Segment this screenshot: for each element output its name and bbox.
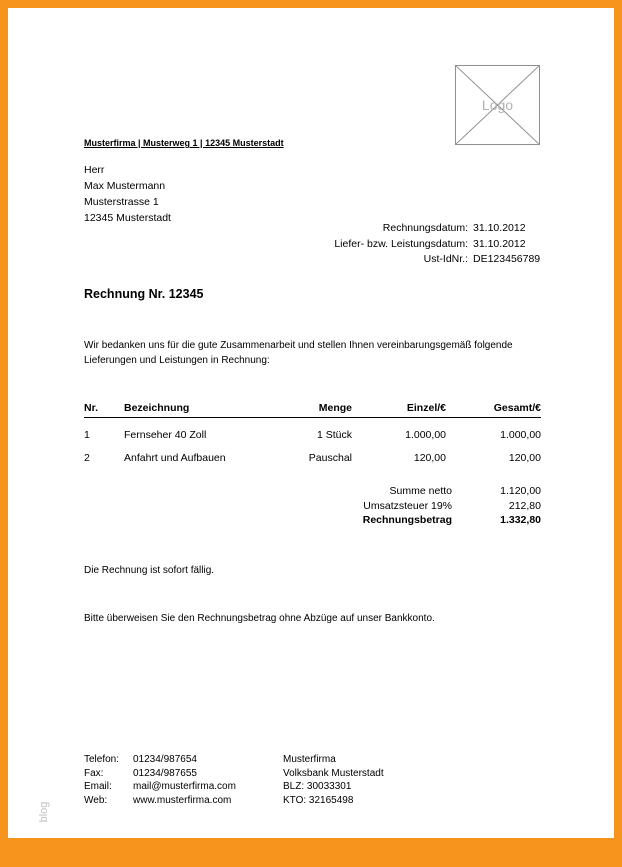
due-note: Die Rechnung ist sofort fällig. [84, 565, 215, 576]
blog-watermark: blog [38, 801, 50, 823]
meta-label: Liefer- bzw. Leistungsdatum: [334, 237, 468, 250]
table-header-cell: Menge [318, 402, 352, 414]
table-header-cell: Einzel/€ [406, 402, 446, 414]
table-row [84, 429, 541, 441]
table-header-row [84, 402, 541, 418]
recipient-line: 12345 Musterstadt [84, 212, 171, 224]
totals-label-grand: Rechnungsbetrag [362, 514, 452, 526]
logo-label: Logo [481, 97, 514, 113]
meta-value: 31.10.2012 [473, 222, 526, 234]
footer-contact-value: 01234/987654 [133, 754, 197, 765]
intro-paragraph: Wir bedanken uns für die gute Zusammenarbeit und stellen Ihnen vereinbarungsgemäß folgende Lieferungen und Leistungen in Rechnung: [84, 340, 513, 366]
table-row [84, 452, 541, 464]
footer-bank-line: Volksbank Musterstadt [283, 767, 384, 779]
footer-contact-value: www.musterfirma.com [133, 794, 232, 806]
recipient-address [84, 162, 171, 226]
table-header-cell: Gesamt/€ [493, 402, 541, 414]
footer-contact-label: Web: [84, 794, 108, 806]
recipient-line: Herr [84, 164, 105, 176]
totals-value: 212,80 [508, 499, 541, 512]
meta-value: 31.10.2012 [473, 237, 526, 250]
footer-contact-label: Telefon: [84, 754, 120, 765]
recipient-line: Max Mustermann [84, 180, 166, 192]
totals-block [302, 484, 541, 528]
table-cell: 120,00 [508, 452, 541, 464]
table-cell: 1.000,00 [405, 429, 446, 441]
table-header-cell: Nr. [84, 402, 99, 414]
footer-contact-label: Fax: [84, 767, 104, 779]
footer-contact [84, 753, 236, 807]
meta-label: Rechnungsdatum: [382, 222, 468, 234]
meta-value: DE123456789 [473, 253, 541, 265]
footer-contact-label: Email: [84, 781, 112, 792]
totals-label: Summe netto [389, 485, 452, 497]
table-cell: 2 [84, 452, 90, 464]
footer-contact-value: 01234/987655 [133, 767, 197, 779]
payment-note: Bitte überweisen Sie den Rechnungsbetrag ohne Abzüge auf unser Bankkonto. [84, 613, 435, 624]
logo-placeholder [455, 65, 540, 145]
table-cell: 1.000,00 [500, 429, 541, 441]
table-cell: 1 Stück [316, 429, 352, 441]
footer-contact-value: mail@musterfirma.com [133, 781, 236, 792]
table-cell: Pauschal [308, 452, 352, 464]
footer-bank-line: KTO: 32165498 [283, 794, 354, 806]
items-table [84, 402, 541, 464]
recipient-line: Musterstrasse 1 [84, 196, 159, 208]
sender-line: Musterfirma | Musterweg 1 | 12345 Musterstadt [84, 138, 284, 148]
footer-bank-line: Musterfirma [283, 754, 336, 765]
table-cell: 1 [84, 429, 90, 441]
totals-label: Umsatzsteuer 19% [363, 499, 452, 512]
table-cell: Anfahrt und Aufbauen [124, 452, 226, 464]
footer-bank-line: BLZ: 30033301 [283, 781, 352, 792]
meta-label: Ust-IdNr.: [423, 253, 468, 265]
table-header-cell: Bezeichnung [124, 402, 190, 414]
invoice-meta [334, 221, 541, 268]
totals-value-grand: 1.332,80 [500, 514, 541, 526]
invoice-page [8, 8, 614, 838]
table-cell: Fernseher 40 Zoll [124, 429, 207, 441]
totals-value: 1.120,00 [500, 485, 541, 497]
table-cell: 120,00 [413, 452, 446, 464]
invoice-title: Rechnung Nr. 12345 [84, 287, 204, 301]
footer-bank [283, 753, 384, 807]
